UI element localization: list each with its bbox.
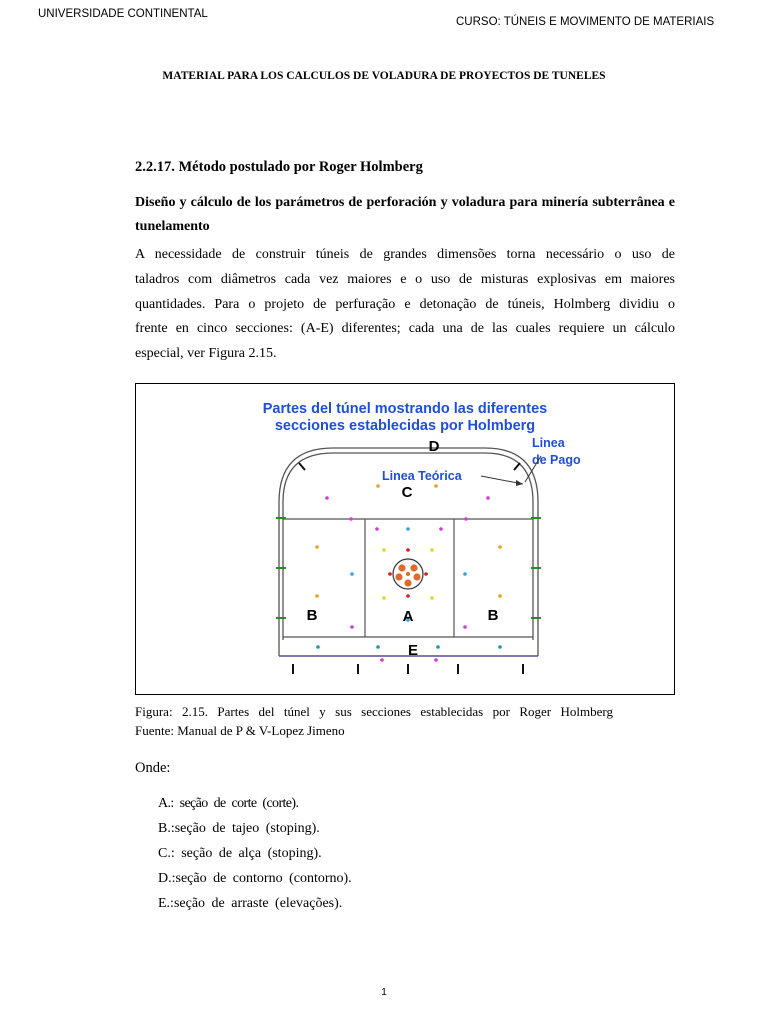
- legend-item-a: A.: seção de corte (corte).: [158, 796, 299, 811]
- blast-hole: [463, 572, 467, 576]
- tunnel-diagram: [136, 384, 676, 696]
- blast-hole: [350, 625, 354, 629]
- blast-hole: [349, 517, 353, 521]
- label-c: C: [401, 484, 413, 501]
- blast-hole: [388, 572, 392, 576]
- blast-hole: [315, 594, 319, 598]
- linea-teorica-label: Linea Teórica: [382, 469, 462, 483]
- blast-hole: [486, 496, 490, 500]
- label-e: E: [407, 642, 419, 659]
- blast-hole: [316, 645, 320, 649]
- blast-hole: [325, 496, 329, 500]
- legend-item-c: C.: seção de alça (stoping).: [158, 846, 322, 861]
- blast-hole: [376, 645, 380, 649]
- linea-pago-label-2: de Pago: [532, 453, 581, 467]
- blast-hole: [434, 658, 438, 662]
- blast-hole: [436, 645, 440, 649]
- legend-item-d: D.:seção de contorno (contorno).: [158, 871, 352, 886]
- blast-hole: [463, 625, 467, 629]
- page-number: 1: [381, 987, 387, 998]
- figure-title-line-2: secciones establecidas por Holmberg: [274, 418, 536, 434]
- label-a: A: [402, 608, 414, 625]
- legend-item-b: B.:seção de tajeo (stoping).: [158, 821, 320, 836]
- blast-hole: [498, 645, 502, 649]
- legend-intro: Onde:: [135, 760, 171, 776]
- paragraph-line: especial, ver Figura 2.15.: [135, 346, 277, 362]
- blast-hole: [424, 572, 428, 576]
- cut-hole: [395, 573, 402, 580]
- blast-hole: [382, 548, 386, 552]
- blast-hole: [315, 545, 319, 549]
- paragraph-line: frente en cinco secciones: (A-E) diferentes; cada una de las cuales requiere un cálculo: [135, 321, 675, 337]
- label-b-left: B: [306, 607, 318, 624]
- blast-hole: [430, 548, 434, 552]
- header-course: CURSO: TÚNEIS E MOVIMENTO DE MATERIAIS: [456, 16, 715, 28]
- blast-hole: [434, 484, 438, 488]
- blast-hole: [406, 548, 410, 552]
- blast-hole: [406, 594, 410, 598]
- label-d: D: [428, 438, 440, 455]
- tunnel-sections-figure: [135, 383, 675, 695]
- blast-hole: [382, 596, 386, 600]
- cut-hole: [413, 573, 420, 580]
- blast-hole: [464, 517, 468, 521]
- body-paragraph: [135, 243, 675, 367]
- blast-hole: [430, 596, 434, 600]
- section-subtitle: Diseño y cálculo de los parámetros de perforación y voladura para minería subterrânea e tunelamento: [135, 195, 675, 234]
- legend-list: [158, 791, 352, 916]
- caption-line: Figura: 2.15. Partes del túnel y sus secciones establecidas por Roger Holmberg: [135, 704, 613, 719]
- legend-item-e: E.:seção de arraste (elevações).: [158, 896, 343, 911]
- cut-hole: [406, 572, 410, 576]
- caption-source: Fuente: Manual de P & V-Lopez Jimeno: [135, 723, 345, 738]
- blast-hole: [498, 594, 502, 598]
- blast-hole: [350, 572, 354, 576]
- figure-caption: [135, 702, 613, 740]
- linea-pago-label-1: Linea: [532, 436, 565, 450]
- arrow-head: [516, 480, 523, 486]
- section-title: 2.2.17. Método postulado por Roger Holmberg: [135, 159, 423, 175]
- blast-hole: [376, 484, 380, 488]
- label-b-right: B: [487, 607, 499, 624]
- blast-hole: [380, 658, 384, 662]
- paragraph-line: quantidades. Para o projeto de perfuração e detonação de túneis, Holmberg dividiu o: [135, 296, 675, 312]
- cut-hole: [398, 564, 405, 571]
- cut-hole: [410, 564, 417, 571]
- figure-title-line-1: Partes del túnel mostrando las diferentes: [262, 401, 548, 417]
- cut-hole: [404, 579, 411, 586]
- header-institution: UNIVERSIDADE CONTINENTAL: [38, 8, 208, 20]
- blast-hole: [439, 527, 443, 531]
- paragraph-line: A necessidade de construir túneis de grandes dimensões torna necessário o uso de: [135, 247, 675, 262]
- tick-mark: [299, 463, 305, 470]
- paragraph-line: taladros com diâmetros cada vez maiores e o uso de misturas explosivas em maiores: [135, 271, 675, 287]
- blast-hole: [375, 527, 379, 531]
- blast-hole: [406, 527, 410, 531]
- document-title: MATERIAL PARA LOS CALCULOS DE VOLADURA DE PROYECTOS DE TUNELES: [162, 70, 606, 82]
- tick-mark: [514, 463, 520, 470]
- blast-hole: [498, 545, 502, 549]
